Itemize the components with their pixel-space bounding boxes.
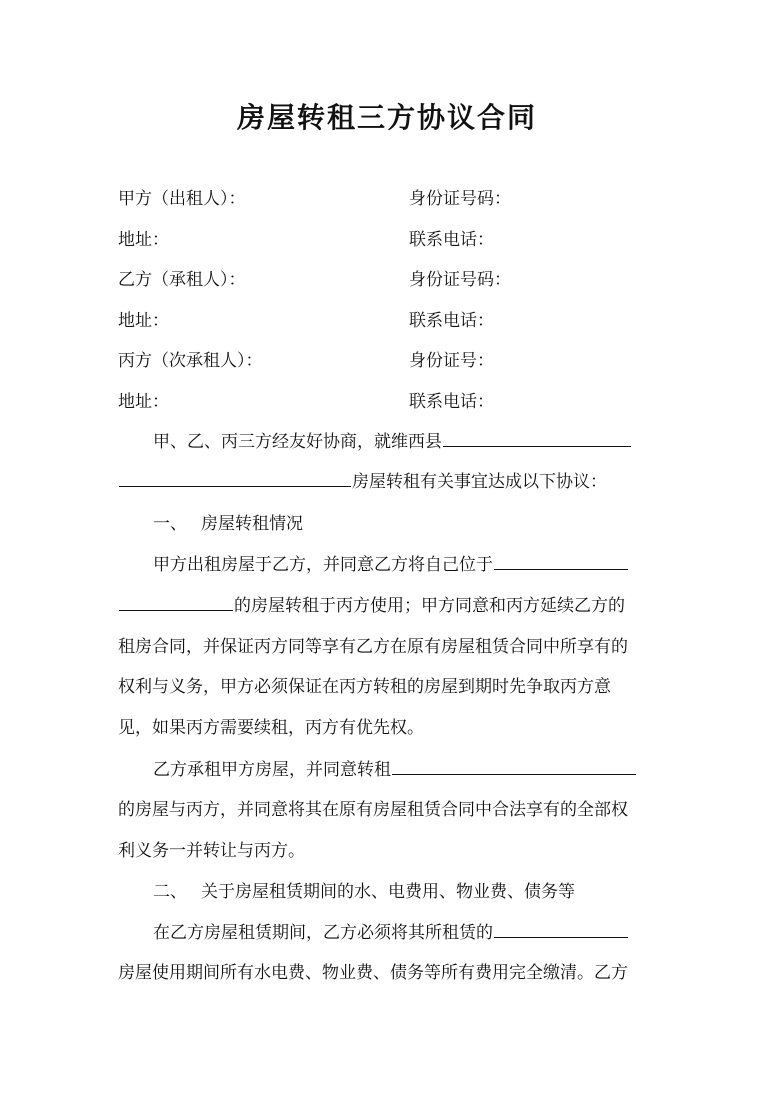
section-1-p1-text-2: 的房屋转租于丙方使用；甲方同意和丙方延续乙方的	[234, 596, 625, 616]
intro-line-2	[118, 467, 658, 492]
section-2-p1-line-1	[153, 918, 658, 943]
rented-house-blank	[494, 918, 628, 938]
intro-text-2: 房屋转租有关事宜达成以下协议：	[352, 472, 607, 492]
section-1-p2-text-1: 乙方承租甲方房屋，并同意转租	[153, 760, 391, 780]
section-2-title: 关于房屋租赁期间的水、电费用、物业费、债务等	[201, 882, 575, 902]
section-1-p1-line-5: 见，如果丙方需要续租，丙方有优先权。	[118, 718, 424, 738]
location-blank	[443, 427, 631, 447]
section-1-p2-line-1	[153, 755, 658, 780]
section-2-number: 二、	[153, 882, 187, 902]
page-title: 房屋转租三方协议合同	[236, 101, 537, 134]
section-1-p2-line-2: 的房屋与丙方，并同意将其在原有房屋租赁合同中合法享有的全部权	[118, 800, 628, 820]
section-1-title: 房屋转租情况	[201, 514, 303, 534]
party-a-phone-label: 联系电话：	[409, 230, 494, 250]
party-b-label: 乙方（承租人）：	[118, 270, 246, 290]
party-a-row	[0, 184, 774, 214]
party-c-address-label: 地址：	[118, 392, 169, 412]
party-b-contact-row	[0, 306, 774, 336]
party-c-contact-row	[0, 387, 774, 417]
section-2-p1-line-2: 房屋使用期间所有水电费、物业费、债务等所有费用完全缴清。乙方	[118, 963, 628, 983]
location-blank-continued	[119, 467, 351, 487]
party-c-phone-label: 联系电话：	[409, 392, 494, 412]
sublet-location-blank-continued	[119, 591, 233, 611]
section-1-p1-line-2	[118, 591, 658, 616]
party-a-id-label: 身份证号码：	[409, 189, 511, 209]
party-b-row	[0, 265, 774, 295]
party-b-id-label: 身份证号码：	[409, 270, 511, 290]
party-b-phone-label: 联系电话：	[409, 311, 494, 331]
section-2-p1-text-1: 在乙方房屋租赁期间，乙方必须将其所租赁的	[153, 923, 493, 943]
intro-line-1	[153, 427, 658, 452]
party-c-id-label: 身份证号：	[409, 351, 494, 371]
section-1-p2-line-3: 利义务一并转让与丙方。	[118, 841, 305, 861]
intro-text-1: 甲、乙、丙三方经友好协商，就维西县	[153, 432, 442, 452]
party-c-row	[0, 346, 774, 376]
section-1-number: 一、	[153, 514, 187, 534]
party-a-address-label: 地址：	[118, 230, 169, 250]
section-1-p1-line-4: 权利与义务，甲方必须保证在丙方转租的房屋到期时先争取丙方意	[118, 677, 611, 697]
party-c-label: 丙方（次承租人）：	[118, 351, 263, 371]
section-1-p1-line-3: 租房合同，并保证丙方同等享有乙方在原有房屋租赁合同中所享有的	[118, 637, 628, 657]
party-b-address-label: 地址：	[118, 311, 169, 331]
section-1-p1-text-1: 甲方出租房屋于乙方，并同意乙方将自己位于	[153, 555, 493, 575]
sublet-house-blank	[392, 755, 636, 775]
sublet-location-blank	[494, 550, 628, 570]
section-1-p1-line-1	[153, 550, 658, 575]
section-1-heading	[153, 509, 658, 534]
section-2-heading	[153, 877, 658, 902]
party-a-contact-row	[0, 225, 774, 255]
party-a-label: 甲方（出租人）：	[118, 189, 246, 209]
